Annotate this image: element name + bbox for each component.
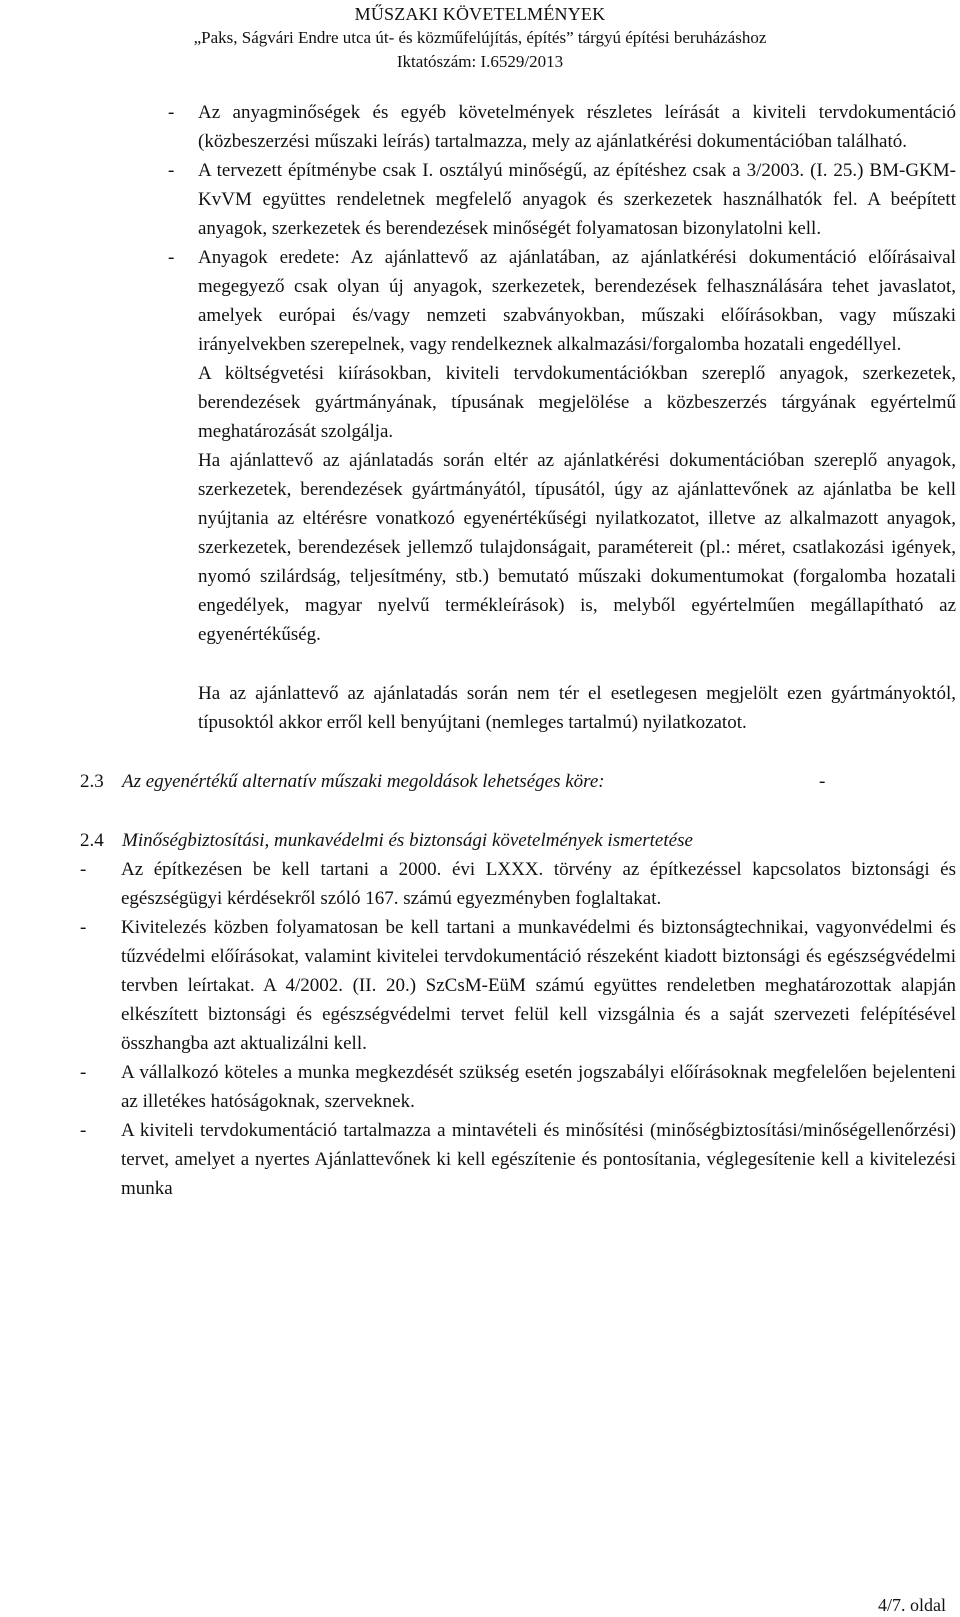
section-value: -: [819, 771, 826, 792]
section-number: 2.4: [80, 830, 104, 851]
page-number: 4/7. oldal: [878, 1595, 946, 1615]
list-item: [80, 156, 956, 243]
project-title: „Paks, Ságvári Endre utca út- és közműfelújítás, építés” tárgyú építési beruházáshoz: [193, 28, 767, 47]
list-item-text: A vállalkozó köteles a munka megkezdését szükség esetén jogszabályi előírásoknak megfelelően bejelenteni az illetékes hatóságoknak, szerveknek.: [121, 1062, 956, 1112]
document-title: MŰSZAKI KÖVETELMÉNYEK: [354, 4, 606, 24]
list-dash: -: [168, 247, 175, 268]
paragraph: A költségvetési kiírásokban, kiviteli tervdokumentációkban szereplő anyagok, szerkezetek, berendezések gyártmányának, típusának megjelölése a közbeszerzés tárgyának egyértelmű meghatározását szolgálja.: [198, 363, 956, 442]
section-title: Minőségbiztosítási, munkavédelmi és biztonsági követelmények ismertetése: [122, 830, 693, 851]
list-dash: -: [80, 1120, 87, 1141]
list-item: [80, 855, 956, 913]
list-item-text: A tervezett építménybe csak I. osztályú minőségű, az építéshez csak a 3/2003. (I. 25.) BM-GKM-KvVM együttes rendeletnek megfelelő anyagok és szerkezetek használhatók fel. A beépített anyagok, szerkezetek és berendezések minőségét folyamatosan bizonylatolni kell.: [198, 160, 956, 239]
list-item: [80, 98, 956, 156]
safety-list: [80, 855, 956, 1203]
list-item: [80, 1116, 956, 1203]
document-body: [80, 98, 956, 1203]
list-item-text: Az építkezésen be kell tartani a 2000. évi LXXX. törvény az építkezéssel kapcsolatos biztonsági és egészségügyi kérdésekről szóló 167. számú egyezményben foglaltakat.: [121, 859, 956, 909]
list-dash: -: [168, 102, 175, 123]
paragraph: Ha az ajánlattevő az ajánlatadás során nem tér el esetlegesen megjelölt ezen gyártmányoktól, típusoktól akkor erről kell benyújtani (nemleges tartalmú) nyilatkozatot.: [198, 683, 956, 733]
paragraph: Ha ajánlattevő az ajánlatadás során eltér az ajánlatkérési dokumentációban szereplő anyagok, szerkezetek, berendezések gyártmányától, típusától, úgy az ajánlattevőnek az ajánlatba be kell nyújtania az eltérésre vonatkozó egyenértékűségi nyilatkozatot, illetve az alkalmazott anyagok, szerkezetek, berendezések jellemző tulajdonságait, paramétereit (pl.: méret, csatlakozási igények, nyomó szilárdság, teljesítmény, stb.) bemutató műszaki dokumentumokat (forgalomba hozatali engedélyek, magyar nyelvű termékleírások) is, melyből egyértelműen megállapítható az egyenértékűség.: [198, 450, 956, 645]
registration-number: Iktatószám: I.6529/2013: [396, 52, 564, 71]
list-dash: -: [80, 1062, 87, 1083]
list-item-text: Anyagok eredete: Az ajánlattevő az ajánlatában, az ajánlatkérési dokumentáció előírásaival megegyező csak olyan új anyagok, szerkezetek, berendezések felhasználására tehet javaslatot, amelyek európai és/vagy nemzeti szabványokban, műszaki előírásokban, vagy műszaki irányelvekben szerepelnek, vagy rendelkeznek alkalmazási/forgalomba hozatali engedéllyel.: [198, 247, 956, 355]
section-number: 2.3: [80, 771, 104, 792]
list-item-text: Az anyagminőségek és egyéb követelmények részletes leírását a kiviteli tervdokumentáció (közbeszerzési műszaki leírás) tartalmazza, mely az ajánlatkérési dokumentációban található.: [198, 102, 956, 152]
section-2-4-heading: [80, 826, 956, 855]
list-dash: -: [168, 160, 175, 181]
list-dash: -: [80, 859, 87, 880]
list-item: [80, 243, 956, 359]
list-item: [80, 1058, 956, 1116]
section-2-3-heading: [80, 767, 956, 796]
list-item-text: Kivitelezés közben folyamatosan be kell tartani a munkavédelmi és biztonságtechnikai, vagyonvédelmi és tűzvédelmi előírásokat, valamint kivitelei tervdokumentáció részeként kiadott biztonsági és egészségvédelmi tervben leírtakat. A 4/2002. (II. 20.) SzCsM-EüM számú együttes rendeletben meghatározottak alapján elkészített biztonsági és egészségvédelmi tervet felül kell vizsgálnia és a saját szervezeti felépítésével összhangba azt aktualizálni kell.: [121, 917, 956, 1054]
list-item-text: A kiviteli tervdokumentáció tartalmazza a mintavételi és minősítési (minőségbiztosítási/minőségellenőrzési) tervet, amelyet a nyertes Ajánlattevőnek ki kell egészítenie és pontosítania, véglegesítenie kell a kivitelezési munka: [121, 1120, 956, 1199]
page-header: [0, 2, 960, 74]
section-title: Az egyenértékű alternatív műszaki megoldások lehetséges köre:: [122, 771, 605, 792]
list-item: [80, 913, 956, 1058]
list-dash: -: [80, 917, 87, 938]
materials-list: [80, 98, 956, 737]
